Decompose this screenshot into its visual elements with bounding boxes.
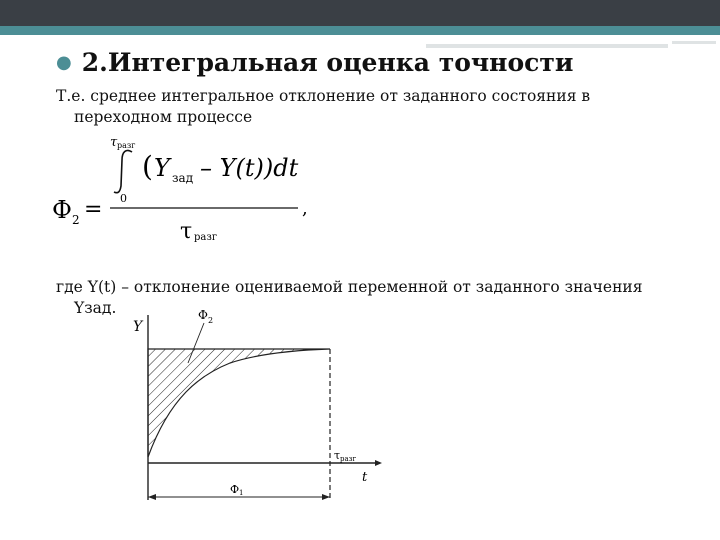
formula-upper-limit-sub: разг xyxy=(117,141,136,150)
formula-comma: , xyxy=(302,198,308,219)
top-accent-bar xyxy=(0,26,720,35)
paragraph-line: переходном процессе xyxy=(74,108,253,126)
formula-integrand-rest: – Y(t))dt xyxy=(200,154,299,182)
t-axis-label: t xyxy=(362,470,368,485)
integral-sign xyxy=(114,150,132,192)
area-label-sub: 2 xyxy=(208,316,214,325)
formula-denominator-sub: разг xyxy=(194,232,218,243)
formula-denominator: τ xyxy=(180,219,193,244)
duration-arrow-left xyxy=(148,494,156,500)
tau-label: τ xyxy=(334,449,341,462)
transient-graph xyxy=(130,305,390,505)
paragraph-definition xyxy=(56,86,656,128)
integral-formula xyxy=(50,130,350,260)
formula-open-paren: ( xyxy=(142,150,153,183)
tau-label-sub: разг xyxy=(340,455,357,463)
formula-lhs-sub: 2 xyxy=(72,213,80,227)
formula-lhs: Ф xyxy=(52,196,72,224)
formula-y-set-sub: зад xyxy=(172,171,194,185)
bullet-icon: ● xyxy=(56,52,72,73)
duration-arrow-right xyxy=(322,494,330,500)
formula-upper-limit: τ xyxy=(110,135,118,150)
top-bar xyxy=(0,0,720,26)
hatched-area xyxy=(148,349,330,457)
y-axis-label: Y xyxy=(133,319,143,335)
formula-lower-limit: 0 xyxy=(120,192,127,205)
formula-y-set: Y xyxy=(154,154,170,182)
title-rule-short xyxy=(672,41,716,44)
slide-title: ● 2.Интегральная оценка точности xyxy=(56,48,574,77)
paragraph-line: Yзад. xyxy=(74,299,117,317)
duration-label-sub: 1 xyxy=(239,489,244,497)
duration-label: Ф xyxy=(230,483,240,496)
formula-equals: = xyxy=(84,197,103,222)
paragraph-line: Т.е. среднее интегральное отклонение от заданного состояния в xyxy=(56,87,591,105)
area-label: Ф xyxy=(198,308,208,322)
t-axis-arrow xyxy=(375,460,382,466)
paragraph-line: где Y(t) – отклонение оцениваемой переменной от заданного значения xyxy=(56,278,643,296)
